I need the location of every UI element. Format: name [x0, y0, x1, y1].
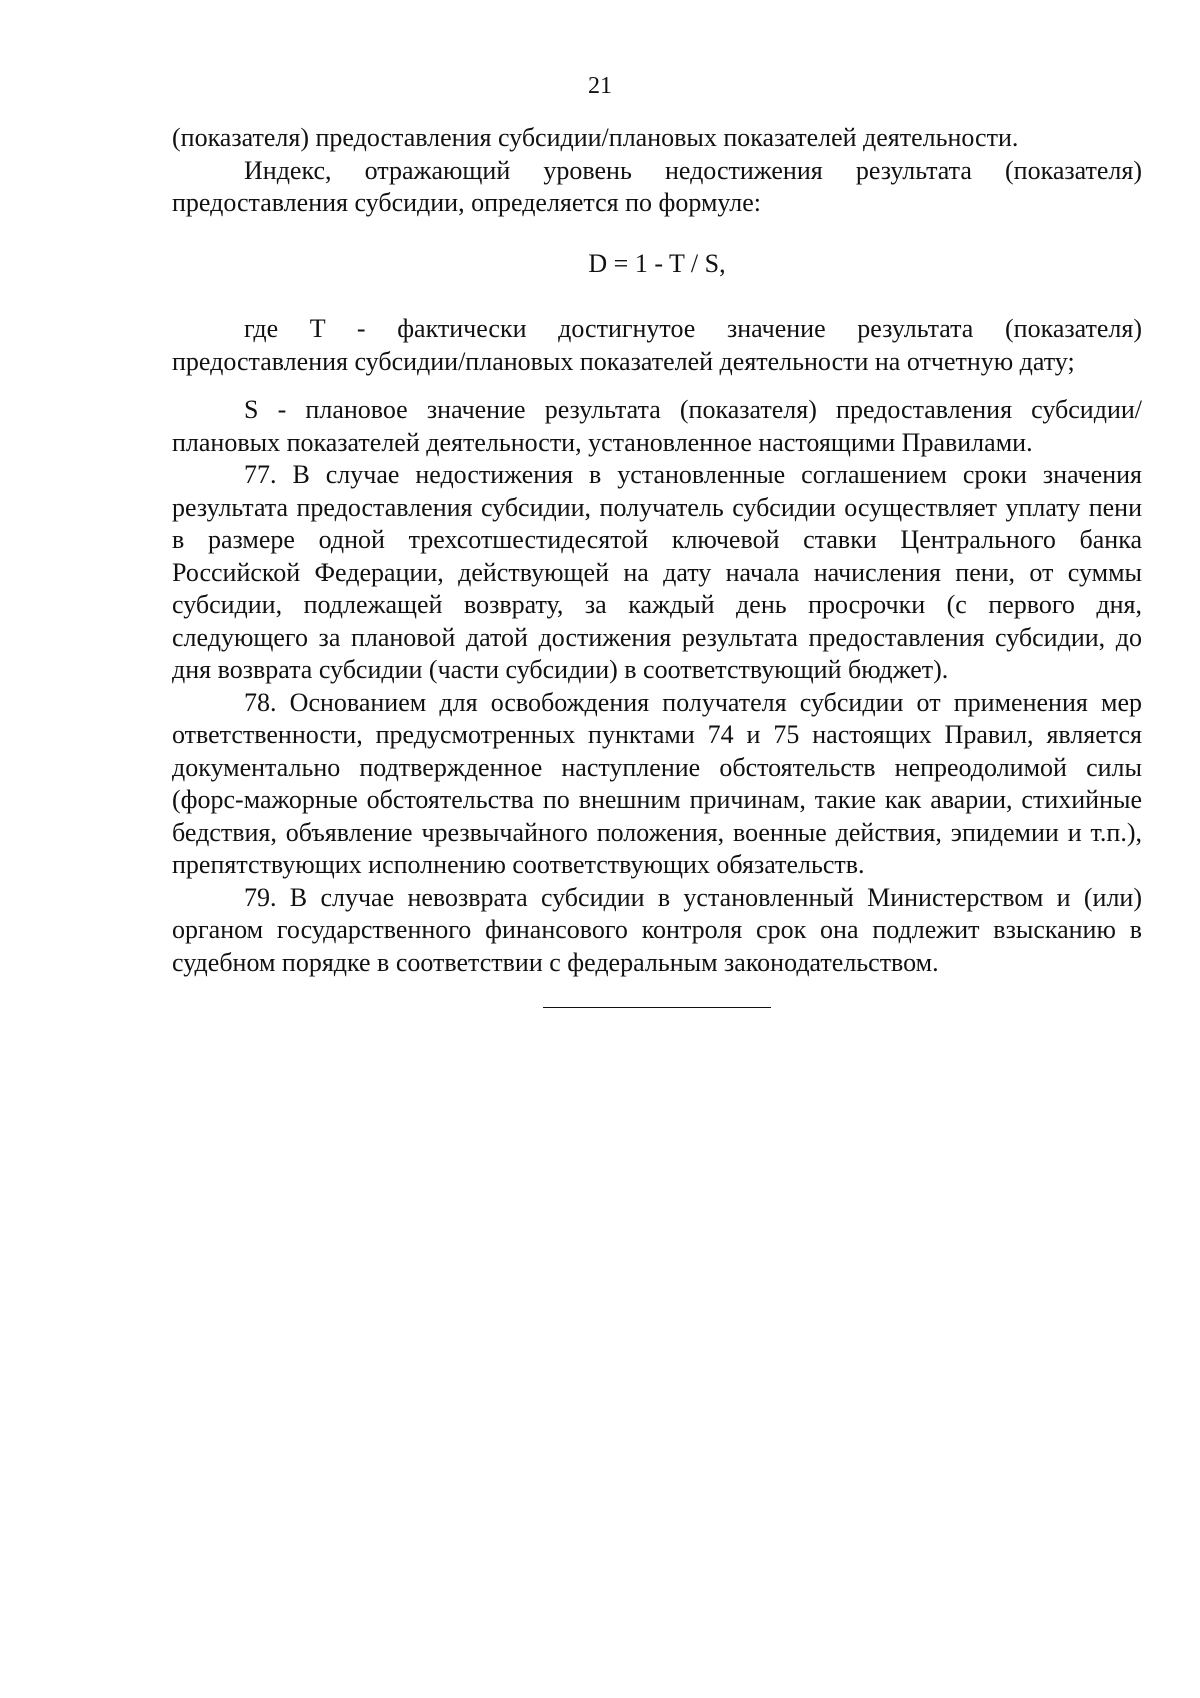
paragraph-continuation: (показателя) предоставления субсидии/плановых показателей деятельности.: [172, 123, 1019, 152]
paragraph-t-definition: где T - фактически достигнутое значение результата (показателя) предоставления субсидии/плановых показателей деятельности на отчетную дату;: [172, 314, 1142, 376]
spacer: [172, 378, 1142, 394]
paragraph-s-definition: S - плановое значение результата (показателя) предоставления субсидии/плановых показателей деятельности, установленное настоящими Правилами.: [172, 395, 1142, 457]
document-body: [172, 122, 1142, 1008]
paragraph-index-definition: Индекс, отражающий уровень недостижения результата (показателя) предоставления субсидии, определяется по формуле:: [172, 155, 1142, 217]
paragraph-clause-79: 79. В случае невозврата субсидии в установленный Министерством и (или) органом государственного финансового контроля срок она подлежит взысканию в судебном порядке в соответствии с федеральным законодательством.: [172, 882, 1142, 977]
formula: D = 1 - T / S,: [588, 248, 726, 278]
paragraph-clause-78: 78. Основанием для освобождения получателя субсидии от применения мер ответственности, предусмотренных пунктами 74 и 75 настоящих Правил, является документально подтвержденное наступление обстоятельств непреодолимой силы (форс-мажорные обстоятельства по внешним причинам, такие как аварии, стихийные бедствия, объявление чрезвычайного положения, военные действия, эпидемии и т.п.), препятствующих исполнению соответствующих обязательств.: [172, 687, 1142, 879]
page-number: 21: [588, 73, 612, 99]
paragraph-clause-77: 77. В случае недостижения в установленные соглашением сроки значения результата предоставления субсидии, получатель субсидии осуществляет уплату пени в размере одной трехсотшестидесятой ключевой ставки Центрального банка Российской Федерации, действующей на дату начала начисления пени, от суммы субсидии, подлежащей возврату, за каждый день просрочки (с первого дня, следующего за плановой датой достижения результата предоставления субсидии, до дня возврата субсидии (части субсидии) в соответствующий бюджет).: [172, 460, 1142, 684]
end-divider-line: [543, 1007, 771, 1008]
